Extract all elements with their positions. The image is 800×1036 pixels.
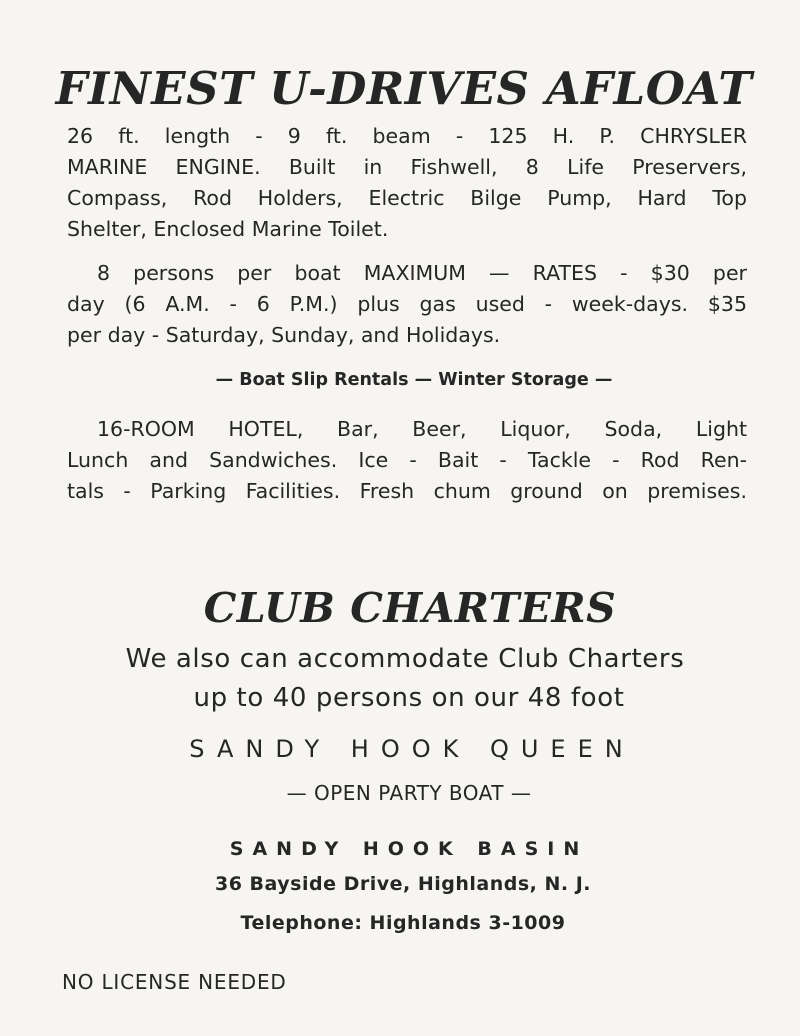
specs-line: MARINE ENGINE. Built in Fishwell, 8 Life Preservers,	[67, 155, 747, 179]
hotel-line: 16-ROOM HOTEL, Bar, Beer, Liquor, Soda, Light	[97, 417, 747, 441]
hotel-line: tals - Parking Facilities. Fresh chum ground on premises.	[67, 479, 747, 503]
business-address: 36 Bayside Drive, Highlands, N. J.	[214, 873, 591, 895]
club-charters-line: up to 40 persons on our 48 foot	[193, 683, 625, 713]
business-name: SANDY HOOK BASIN	[229, 838, 589, 860]
rates-paragraph	[67, 258, 747, 351]
open-party-boat-line: — OPEN PARTY BOAT —	[286, 781, 532, 805]
rates-line: 8 persons per boat MAXIMUM — RATES - $30 per	[97, 261, 747, 285]
business-telephone: Telephone: Highlands 3-1009	[240, 912, 566, 934]
specs-line: 26 ft. length - 9 ft. beam - 125 H. P. CHRYSLER	[67, 124, 747, 148]
club-charters-heading: CLUB CHARTERS	[203, 584, 617, 632]
services-line: — Boat Slip Rentals — Winter Storage —	[215, 370, 613, 390]
rates-line: per day - Saturday, Sunday, and Holidays.	[67, 323, 501, 347]
specs-line: Shelter, Enclosed Marine Toilet.	[67, 217, 389, 241]
club-charters-line: We also can accommodate Club Charters	[125, 644, 685, 674]
hotel-paragraph	[67, 414, 747, 507]
boat-name: SANDY HOOK QUEEN	[189, 735, 635, 763]
boat-specs-paragraph	[67, 121, 747, 245]
hotel-line: Lunch and Sandwiches. Ice - Bait - Tackle - Rod Ren-	[67, 448, 747, 472]
specs-line: Compass, Rod Holders, Electric Bilge Pump, Hard Top	[67, 186, 747, 210]
rates-line: day (6 A.M. - 6 P.M.) plus gas used - week-days. $35	[67, 292, 747, 316]
u-drives-heading: FINEST U-DRIVES AFLOAT	[55, 62, 753, 115]
license-note: NO LICENSE NEEDED	[62, 970, 287, 994]
